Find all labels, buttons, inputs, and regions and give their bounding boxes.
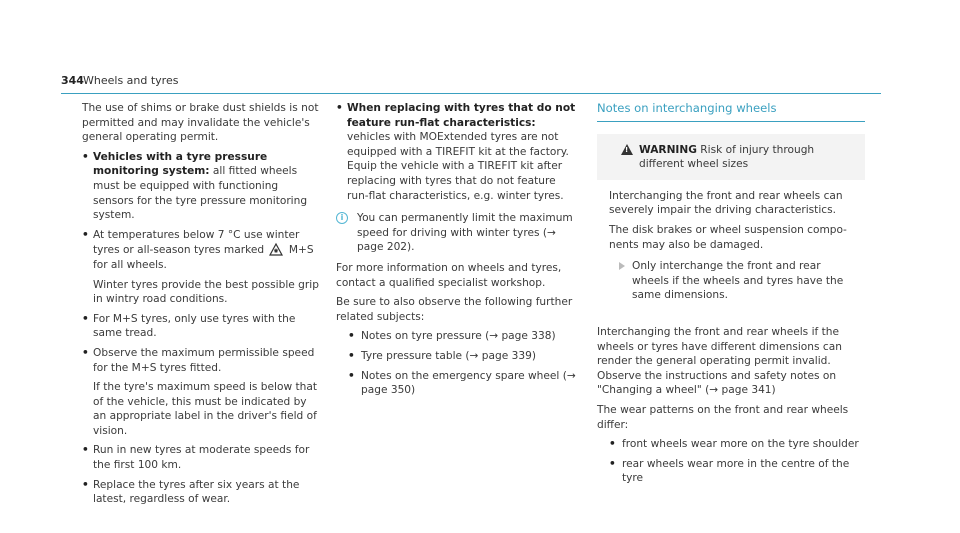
warning-text: Interchanging the front and rear wheels can severely impair the driving characteristics.	[609, 189, 843, 217]
page-header	[61, 71, 881, 94]
workshop-note: For more information on wheels and tyres, contact a qualified specialist workshop.	[336, 261, 562, 289]
column-left	[82, 101, 322, 512]
bullet-text: vehicles with MOExtended tyres are not equipped with a TIREFIT kit at the factory. Equip the vehicle with a TIREFIT kit after replacing with tyres that do not feature run-flat characteristics, e.g. winter tyres.	[347, 131, 569, 202]
related-subjects-intro: Be sure to also observe the following further related subjects:	[336, 296, 573, 323]
list-item	[82, 228, 322, 307]
info-note	[336, 211, 576, 255]
related-link[interactable]: • Tyre pressure table (→ page 339)	[336, 349, 576, 364]
list-item	[82, 346, 322, 439]
list-item: • Run in new tyres at moderate speeds for the first 100 km.	[82, 443, 322, 472]
bullet-text: Observe the maximum permissible speed for the M+S tyres fitted.	[93, 346, 315, 374]
bullet-heading: When replacing with tyres that do not feature run-flat characteristics:	[347, 102, 576, 129]
column-right	[597, 101, 865, 491]
related-link[interactable]: • Notes on tyre pressure (→ page 338)	[336, 329, 576, 344]
bullet-text: all fitted wheels must be equipped with functioning sensors for the tyre pressure monitoring system.	[93, 165, 308, 222]
info-icon: i	[336, 212, 348, 224]
warning-label: WARNING	[639, 143, 697, 156]
related-link[interactable]: • Notes on the emergency spare wheel (→ page 350)	[336, 369, 576, 398]
warning-title: Risk of injury through different wheel sizes	[639, 143, 815, 171]
section-title: Notes on interchanging wheels	[597, 101, 865, 122]
column-middle	[336, 101, 576, 403]
list-item: • front wheels wear more on the tyre shoulder	[597, 437, 865, 452]
warning-step	[609, 259, 853, 303]
shims-note: The use of shims or brake dust shields is not permitted and may invalidate the vehicle's general operating permit.	[82, 102, 319, 144]
bullet-subtext: If the tyre's maximum speed is below that of the vehicle, this must be indicated by an appropriate label in the driver's field of vision.	[93, 381, 317, 437]
list-item	[336, 101, 576, 203]
warning-body	[597, 180, 865, 311]
info-text: You can permanently limit the maximum speed for driving with winter tyres (→ page 202).	[357, 212, 573, 254]
warning-text: The disk brakes or wheel suspension components may also be damaged.	[609, 223, 847, 251]
list-item: • rear wheels wear more in the centre of the tyre	[597, 457, 865, 486]
page-number: 344	[61, 74, 84, 87]
step-text: Only interchange the front and rear wheels if the wheels and tyres have the same dimensions.	[632, 260, 844, 302]
list-item: • Replace the tyres after six years at the latest, regardless of wear.	[82, 478, 322, 507]
warning-box	[597, 134, 865, 311]
page-title: Wheels and tyres	[83, 74, 179, 87]
bullet-heading: Vehicles with a tyre pressure monitoring system:	[93, 150, 268, 178]
bullet-text: M+S for all wheels.	[93, 244, 314, 271]
warning-heading	[609, 143, 853, 172]
bullet-subtext: Winter tyres provide the best possible grip in wintry road conditions.	[93, 278, 319, 306]
interchange-note: Interchanging the front and rear wheels if the wheels or tyres have different dimensions can render the general operating permit invalid. Observe the instructions and safety notes on "Changing a wheel" (→ page 341)	[597, 325, 842, 397]
snowflake-mountain-icon	[269, 242, 283, 256]
list-item: • For M+S tyres, only use tyres with the same tread.	[82, 312, 322, 341]
list-item	[82, 150, 322, 223]
wear-patterns-intro: The wear patterns on the front and rear wheels differ:	[597, 403, 849, 431]
warning-triangle-icon: !	[621, 144, 633, 155]
bullet-text: At temperatures below 7 °C use winter tyres or all-season tyres marked	[93, 228, 300, 257]
arrow-right-icon	[619, 262, 625, 270]
